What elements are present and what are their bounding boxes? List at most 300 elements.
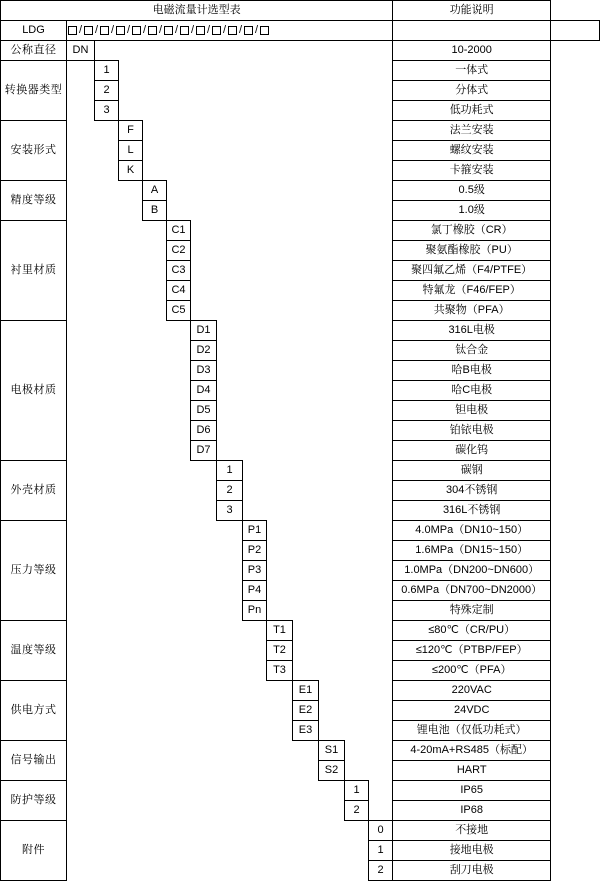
option-code[interactable]: 2 [217,481,243,501]
table-row [1,801,600,821]
grid-cell [95,361,119,381]
model-code-box[interactable] [84,26,93,35]
grid-cell [119,201,143,221]
grid-cell [217,401,243,421]
grid-cell [119,441,143,461]
grid-cell [293,221,319,241]
grid-cell [67,321,95,341]
grid-cell [243,861,267,881]
option-code[interactable]: T3 [267,661,293,681]
grid-cell [369,501,393,521]
grid-cell [319,181,345,201]
option-code[interactable]: T2 [267,641,293,661]
grid-cell [191,301,217,321]
grid-cell [369,61,393,81]
option-code[interactable]: 1 [369,841,393,861]
option-description: 1.0级 [393,201,551,221]
grid-cell [267,501,293,521]
grid-cell [243,741,267,761]
grid-cell [319,341,345,361]
grid-cell [267,741,293,761]
grid-cell [217,281,243,301]
grid-cell [67,601,95,621]
grid-cell [119,841,143,861]
grid-cell [319,621,345,641]
grid-cell [319,461,345,481]
grid-cell [345,561,369,581]
option-description: HART [393,761,551,781]
grid-cell [191,481,217,501]
grid-cell [143,101,167,121]
option-description: 特氟龙（F46/FEP） [393,281,551,301]
model-code-box[interactable] [68,26,77,35]
grid-cell [293,341,319,361]
option-code[interactable]: C3 [167,261,191,281]
grid-cell [293,481,319,501]
grid-cell [167,81,191,101]
grid-cell [345,241,369,261]
option-code[interactable]: C1 [167,221,191,241]
grid-cell [67,721,95,741]
option-code[interactable]: E2 [293,701,319,721]
model-code-box[interactable] [260,26,269,35]
model-code-box[interactable] [212,26,221,35]
grid-cell [217,801,243,821]
option-code[interactable]: 2 [369,861,393,881]
grid-cell [243,141,267,161]
sheet-title: 电磁流量计选型表 [1,1,393,21]
grid-cell [67,161,95,181]
grid-cell [167,681,191,701]
table-row [1,101,600,121]
table-row [1,181,600,201]
grid-cell [293,781,319,801]
row-group-label: 温度等级 [1,621,67,681]
table-row [1,841,600,861]
grid-cell [369,681,393,701]
model-row-spacer [393,21,551,41]
grid-cell [243,201,267,221]
option-code[interactable]: S2 [319,761,345,781]
grid-cell [319,321,345,341]
grid-cell [119,621,143,641]
option-code[interactable]: C2 [167,241,191,261]
grid-cell [143,121,167,141]
grid-cell [95,781,119,801]
grid-cell [191,61,217,81]
model-code-boxes [67,21,393,41]
grid-cell [143,281,167,301]
grid-cell [167,761,191,781]
grid-cell [243,301,267,321]
grid-cell [319,641,345,661]
grid-cell [119,381,143,401]
grid-cell [243,401,267,421]
grid-cell [167,201,191,221]
option-code[interactable]: 1 [95,61,119,81]
table-row [1,421,600,441]
grid-cell [95,841,119,861]
grid-cell [345,841,369,861]
option-code[interactable]: DN [67,41,95,61]
grid-cell [217,321,243,341]
model-code-box[interactable] [132,26,141,35]
model-code-box[interactable] [116,26,125,35]
model-code-box[interactable] [100,26,109,35]
option-code[interactable]: C4 [167,281,191,301]
model-code-separator: / [110,24,115,37]
grid-cell [217,341,243,361]
grid-cell [191,41,217,61]
option-code[interactable]: 3 [217,501,243,521]
model-prefix: LDG [1,21,67,41]
grid-cell [67,761,95,781]
grid-cell [319,241,345,261]
grid-cell [67,401,95,421]
table-row [1,521,600,541]
grid-cell [293,761,319,781]
option-description: 4.0MPa（DN10~150） [393,521,551,541]
option-description: ≤200℃（PFA） [393,661,551,681]
grid-cell [369,121,393,141]
grid-cell [67,501,95,521]
grid-cell [143,501,167,521]
grid-cell [293,861,319,881]
option-code[interactable]: T1 [267,621,293,641]
option-code[interactable]: E3 [293,721,319,741]
table-row [1,781,600,801]
option-code[interactable]: D1 [191,321,217,341]
model-code-separator: / [206,24,211,37]
grid-cell [267,861,293,881]
grid-cell [95,241,119,261]
grid-cell [267,821,293,841]
grid-cell [143,721,167,741]
grid-cell [369,621,393,641]
grid-cell [369,801,393,821]
grid-cell [369,421,393,441]
grid-cell [119,281,143,301]
grid-cell [369,741,393,761]
option-code[interactable]: P1 [243,521,267,541]
grid-cell [67,801,95,821]
table-row [1,41,600,61]
grid-cell [167,861,191,881]
grid-cell [319,161,345,181]
model-code-separator: / [142,24,147,37]
grid-cell [345,161,369,181]
option-code[interactable]: D5 [191,401,217,421]
grid-cell [95,721,119,741]
grid-cell [95,381,119,401]
grid-cell [293,121,319,141]
option-code[interactable]: 1 [217,461,243,481]
grid-cell [67,441,95,461]
table-row [1,321,600,341]
table-row [1,681,600,701]
table-row [1,121,600,141]
grid-cell [369,261,393,281]
option-code[interactable]: P2 [243,541,267,561]
grid-cell [243,321,267,341]
option-code[interactable]: 0 [369,821,393,841]
row-group-label: 防护等级 [1,781,67,821]
grid-cell [119,81,143,101]
model-code-box[interactable] [228,26,237,35]
grid-cell [293,321,319,341]
grid-cell [243,241,267,261]
option-code[interactable]: P4 [243,581,267,601]
grid-cell [369,201,393,221]
grid-cell [369,321,393,341]
grid-cell [119,481,143,501]
grid-cell [191,661,217,681]
option-code[interactable]: 2 [345,801,369,821]
grid-cell [345,521,369,541]
grid-cell [217,421,243,441]
model-code-box[interactable] [148,26,157,35]
table-row [1,561,600,581]
grid-cell [319,801,345,821]
grid-cell [67,101,95,121]
option-code[interactable]: K [119,161,143,181]
grid-cell [67,341,95,361]
option-code[interactable]: P3 [243,561,267,581]
grid-cell [143,61,167,81]
row-group-label: 供电方式 [1,681,67,741]
grid-cell [119,341,143,361]
grid-cell [167,561,191,581]
option-code[interactable]: D3 [191,361,217,381]
grid-cell [143,261,167,281]
model-code-separator: / [126,24,131,37]
grid-cell [217,861,243,881]
option-code[interactable]: B [143,201,167,221]
grid-cell [293,301,319,321]
grid-cell [369,601,393,621]
row-group-label: 信号输出 [1,741,67,781]
option-code[interactable]: 2 [95,81,119,101]
model-code-box[interactable] [244,26,253,35]
option-description: 特殊定制 [393,601,551,621]
grid-cell [191,161,217,181]
option-code[interactable]: D2 [191,341,217,361]
model-row-desc-spacer [551,21,600,41]
grid-cell [191,561,217,581]
option-description: 220VAC [393,681,551,701]
table-row [1,861,600,881]
grid-cell [167,481,191,501]
grid-cell [243,801,267,821]
grid-cell [217,41,243,61]
grid-cell [95,501,119,521]
row-group-label: 附件 [1,821,67,881]
grid-cell [143,321,167,341]
grid-cell [119,361,143,381]
grid-cell [143,361,167,381]
option-code[interactable]: L [119,141,143,161]
model-code-separator: / [254,24,259,37]
grid-cell [345,221,369,241]
grid-cell [119,641,143,661]
grid-cell [95,161,119,181]
grid-cell [119,821,143,841]
grid-cell [267,421,293,441]
grid-cell [293,581,319,601]
option-description: 共聚物（PFA） [393,301,551,321]
grid-cell [167,441,191,461]
grid-cell [293,381,319,401]
grid-cell [319,301,345,321]
grid-cell [67,781,95,801]
grid-cell [319,421,345,441]
grid-cell [143,581,167,601]
model-code-box[interactable] [180,26,189,35]
grid-cell [293,401,319,421]
grid-cell [143,601,167,621]
grid-cell [67,121,95,141]
option-code[interactable]: 3 [95,101,119,121]
option-code[interactable]: E1 [293,681,319,701]
grid-cell [167,641,191,661]
grid-cell [67,641,95,661]
grid-cell [267,301,293,321]
grid-cell [217,301,243,321]
grid-cell [345,181,369,201]
model-code-box[interactable] [196,26,205,35]
grid-cell [345,721,369,741]
grid-cell [119,501,143,521]
grid-cell [67,741,95,761]
grid-cell [267,541,293,561]
model-code-box[interactable] [164,26,173,35]
grid-cell [67,361,95,381]
option-description: 4-20mA+RS485（标配） [393,741,551,761]
grid-cell [67,841,95,861]
grid-cell [95,681,119,701]
grid-cell [167,501,191,521]
option-description: 碳化钨 [393,441,551,461]
grid-cell [95,641,119,661]
option-code[interactable]: 1 [345,781,369,801]
option-code[interactable]: F [119,121,143,141]
grid-cell [95,281,119,301]
option-code[interactable]: C5 [167,301,191,321]
option-description: 0.6MPa（DN700~DN2000） [393,581,551,601]
option-code[interactable]: A [143,181,167,201]
grid-cell [345,401,369,421]
grid-cell [119,541,143,561]
grid-cell [119,801,143,821]
grid-cell [217,381,243,401]
grid-cell [143,561,167,581]
row-group-label: 精度等级 [1,181,67,221]
grid-cell [143,141,167,161]
option-description: 螺纹安装 [393,141,551,161]
grid-cell [345,441,369,461]
option-code[interactable]: D6 [191,421,217,441]
grid-cell [369,661,393,681]
table-row [1,661,600,681]
grid-cell [243,221,267,241]
grid-cell [119,761,143,781]
option-code[interactable]: S1 [319,741,345,761]
grid-cell [267,841,293,861]
grid-cell [293,741,319,761]
grid-cell [345,481,369,501]
model-code-separator: / [190,24,195,37]
grid-cell [293,661,319,681]
grid-cell [95,581,119,601]
description-column-header: 功能说明 [393,1,551,21]
grid-cell [191,541,217,561]
grid-cell [217,361,243,381]
grid-cell [67,541,95,561]
grid-cell [119,741,143,761]
grid-cell [345,121,369,141]
grid-cell [67,481,95,501]
grid-cell [369,521,393,541]
grid-cell [319,441,345,461]
grid-cell [267,581,293,601]
grid-cell [319,381,345,401]
option-description: 分体式 [393,81,551,101]
option-description: 316L不锈钢 [393,501,551,521]
option-description: 不接地 [393,821,551,841]
option-code[interactable]: D4 [191,381,217,401]
grid-cell [217,661,243,681]
grid-cell [345,141,369,161]
grid-cell [67,221,95,241]
table-row [1,341,600,361]
grid-cell [95,261,119,281]
option-description: 10-2000 [393,41,551,61]
grid-cell [345,761,369,781]
grid-cell [143,161,167,181]
grid-cell [369,221,393,241]
grid-cell [293,521,319,541]
grid-cell [119,321,143,341]
grid-cell [167,101,191,121]
grid-cell [167,801,191,821]
grid-cell [293,261,319,281]
grid-cell [293,241,319,261]
table-row [1,621,600,641]
grid-cell [119,661,143,681]
grid-cell [345,381,369,401]
grid-cell [217,781,243,801]
grid-cell [191,241,217,261]
option-code[interactable]: D7 [191,441,217,461]
grid-cell [369,141,393,161]
grid-cell [119,781,143,801]
grid-cell [191,781,217,801]
grid-cell [143,801,167,821]
grid-cell [95,441,119,461]
option-code[interactable]: Pn [243,601,267,621]
grid-cell [293,801,319,821]
grid-cell [143,421,167,441]
grid-cell [167,181,191,201]
grid-cell [167,521,191,541]
grid-cell [143,441,167,461]
grid-cell [345,101,369,121]
grid-cell [243,461,267,481]
grid-cell [345,601,369,621]
grid-cell [143,861,167,881]
grid-cell [67,581,95,601]
table-row [1,641,600,661]
